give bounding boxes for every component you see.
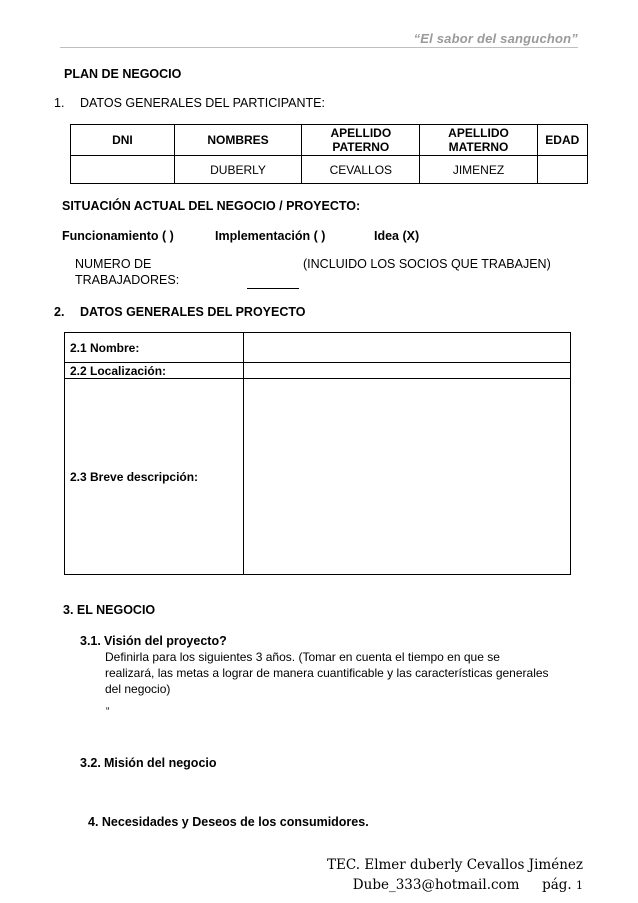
vision-quote-mark: “: [106, 706, 110, 717]
cell-nombres: DUBERLY: [174, 156, 301, 184]
participant-table: [70, 124, 588, 184]
option-funcionamiento: Funcionamiento ( ): [62, 229, 174, 243]
section1-number: 1.: [54, 96, 65, 110]
trabajadores-label-line2: TRABAJADORES:: [75, 273, 180, 287]
vision-desc-line3: del negocio): [105, 682, 171, 696]
footer-email: Dube_333@hotmail.com: [352, 877, 520, 893]
vision-desc-line1: Definirla para los siguientes 3 años. (Tomar en cuenta el tiempo en que se: [105, 650, 500, 664]
cell-apellido-paterno: CEVALLOS: [302, 156, 420, 184]
cell-edad: [537, 156, 587, 184]
section3-title: 3. EL NEGOCIO: [63, 603, 156, 617]
header-cell-apellido-materno: APELLIDO MATERNO: [420, 125, 537, 156]
section2-title: DATOS GENERALES DEL PROYECTO: [80, 305, 306, 319]
vision-desc-line2: realizará, las metas a lograr de manera cuantificable y las características generales: [105, 666, 549, 680]
header-cell-apellido-paterno: APELLIDO PATERNO: [302, 125, 420, 156]
section1-title: DATOS GENERALES DEL PARTICIPANTE:: [80, 96, 325, 110]
document-title: PLAN DE NEGOCIO: [64, 67, 182, 81]
trabajadores-blank-line: [247, 288, 299, 289]
project-value-descripcion: [244, 379, 571, 575]
footer-author: TEC. Elmer duberly Cevallos Jiménez: [327, 857, 583, 873]
mision-number: 3.2.: [80, 756, 101, 770]
project-table: [64, 332, 571, 575]
project-value-localizacion: [244, 363, 571, 379]
footer-page-label: pág.: [542, 877, 572, 893]
cell-dni: [71, 156, 175, 184]
cell-apellido-materno: JIMENEZ: [420, 156, 537, 184]
project-value-nombre: [244, 333, 571, 363]
header-cell-edad: EDAD: [537, 125, 587, 156]
situacion-title: SITUACIÓN ACTUAL DEL NEGOCIO / PROYECTO:: [62, 199, 361, 213]
project-label-localizacion: 2.2 Localización:: [65, 363, 244, 379]
footer-page-number: 1: [576, 879, 583, 892]
vision-title: Visión del proyecto?: [104, 634, 227, 648]
trabajadores-label-line1: NUMERO DE: [75, 257, 152, 271]
section4-title: 4. Necesidades y Deseos de los consumidores.: [88, 815, 369, 829]
option-idea: Idea (X): [374, 229, 420, 243]
incluido-socios-note: (INCLUIDO LOS SOCIOS QUE TRABAJEN): [303, 257, 551, 271]
header-cell-nombres: NOMBRES: [174, 125, 301, 156]
option-implementacion: Implementación ( ): [215, 229, 326, 243]
project-label-nombre: 2.1 Nombre:: [65, 333, 244, 363]
header-title: “El sabor del sanguchon”: [413, 31, 578, 46]
mision-title: Misión del negocio: [104, 756, 217, 770]
section2-number: 2.: [54, 305, 65, 319]
header-divider: [60, 47, 578, 48]
footer-email-line: [353, 877, 583, 893]
vision-number: 3.1.: [80, 634, 101, 648]
project-label-descripcion: 2.3 Breve descripción:: [65, 379, 244, 575]
header-cell-dni: DNI: [71, 125, 175, 156]
